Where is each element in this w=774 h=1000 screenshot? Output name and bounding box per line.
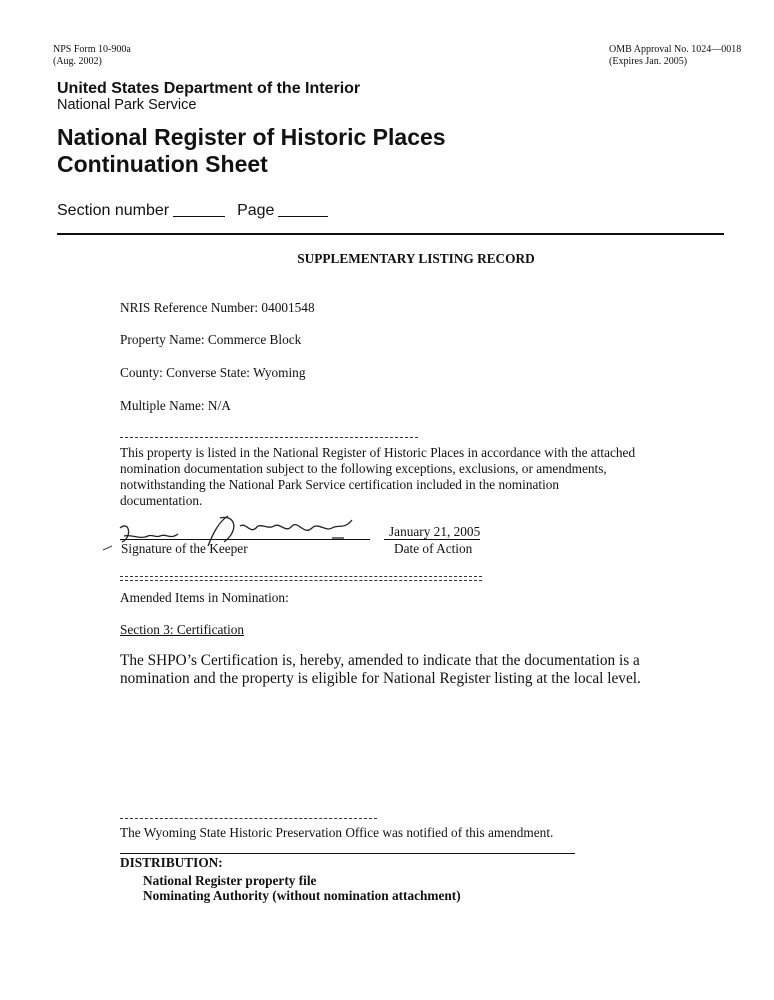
amended-items-heading: Amended Items in Nomination: bbox=[120, 590, 289, 605]
statement-line-1: This property is listed in the National Register of Historic Places in accordance with the attached bbox=[120, 445, 636, 460]
county-state: County: Converse State: Wyoming bbox=[120, 365, 306, 380]
section-page-line bbox=[57, 202, 340, 220]
distribution-rule bbox=[120, 853, 575, 854]
section-number-label: Section number bbox=[57, 202, 170, 219]
section-number-blank bbox=[173, 216, 225, 217]
multiple-name: Multiple Name: N/A bbox=[120, 398, 231, 413]
property-name: Property Name: Commerce Block bbox=[120, 332, 302, 347]
distribution-heading: DISTRIBUTION: bbox=[120, 855, 223, 870]
date-line bbox=[384, 539, 480, 540]
agency-name: United States Department of the Interior bbox=[57, 80, 361, 97]
keeper-label: Signature of the Keeper bbox=[121, 541, 248, 556]
action-date: January 21, 2005 bbox=[389, 524, 481, 539]
omb-approval: OMB Approval No. 1024—0018 bbox=[609, 44, 742, 55]
omb-expires: (Expires Jan. 2005) bbox=[609, 56, 688, 67]
date-of-action-label: Date of Action bbox=[394, 541, 473, 556]
record-heading: SUPPLEMENTARY LISTING RECORD bbox=[297, 251, 535, 266]
distribution-item: Nominating Authority (without nomination attachment) bbox=[143, 888, 461, 903]
dashed-separator bbox=[120, 437, 418, 438]
dashed-separator-2 bbox=[120, 818, 377, 819]
form-date: (Aug. 2002) bbox=[53, 56, 102, 67]
double-dashed-separator bbox=[120, 576, 482, 581]
form-number: NPS Form 10-900a bbox=[53, 44, 131, 55]
page-blank bbox=[278, 216, 328, 217]
page-title-line1: National Register of Historic Places bbox=[57, 124, 446, 150]
header-rule bbox=[57, 233, 724, 235]
notification-text: The Wyoming State Historic Preservation Office was notified of this amendment. bbox=[120, 825, 554, 840]
page-title-line2: Continuation Sheet bbox=[57, 151, 268, 177]
page-label: Page bbox=[237, 202, 275, 219]
signature-line bbox=[120, 539, 370, 540]
nris-reference: NRIS Reference Number: 04001548 bbox=[120, 300, 315, 315]
amendment-text-line-1: The SHPO’s Certification is, hereby, amended to indicate that the documentation is a bbox=[120, 652, 640, 669]
statement-line-4: documentation. bbox=[120, 493, 203, 508]
service-name: National Park Service bbox=[57, 97, 197, 113]
distribution-item: National Register property file bbox=[143, 873, 317, 888]
amended-section: Section 3: Certification bbox=[120, 622, 245, 637]
statement-line-2: nomination documentation subject to the following exceptions, exclusions, or amendments, bbox=[120, 461, 607, 476]
amendment-text-line-2: nomination and the property is eligible for National Register listing at the local level. bbox=[120, 670, 641, 687]
statement-line-3: notwithstanding the National Park Service certification included in the nomination bbox=[120, 477, 560, 492]
